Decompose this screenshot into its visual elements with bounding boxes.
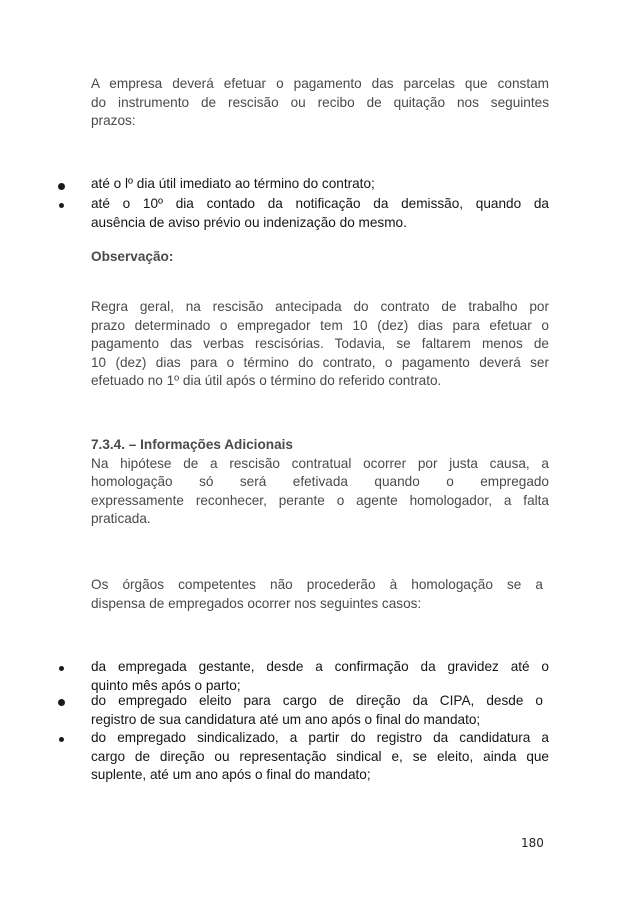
intro-paragraph [91, 75, 549, 131]
case-line: do empregado sindicalizado, a partir do registro da candidatura a [91, 730, 549, 745]
section-heading: 7.3.4. – Informações Adicionais [91, 437, 293, 452]
bullet-icon [59, 666, 64, 671]
section-additional-info [91, 436, 549, 529]
deadline-line: até o 10º dia contado da notificação da demissão, quando da [91, 196, 549, 211]
case-line: registro de sua candidatura até um ano após o final do mandato; [91, 711, 481, 727]
case-line: da empregada gestante, desde a confirmação da gravidez até o [91, 659, 549, 674]
case-line: quinto mês após o parto; [91, 677, 241, 693]
deadline-item [91, 195, 549, 232]
bullet-icon [58, 183, 65, 190]
observation-heading: Observação: [91, 249, 174, 264]
page-number: 180 [521, 836, 544, 850]
case-item [91, 692, 543, 729]
observation-line: Regra geral, na rescisão antecipada do contrato de trabalho por [91, 299, 549, 314]
section-line: expressamente reconhecer, perante o agente homologador, a falta [91, 492, 549, 508]
section-line: homologação só será efetivada quando o empregado [91, 474, 549, 489]
case-line: cargo de direção ou representação sindical e, se eleito, ainda que [91, 748, 549, 764]
deadline-line: até o lº dia útil imediato ao término do contrato; [91, 176, 375, 191]
bullet-icon [59, 203, 64, 208]
observation-line: prazo determinado o empregador tem 10 (dez) dias para efetuar o [91, 317, 549, 333]
deadline-line: ausência de aviso prévio ou indenização do mesmo. [91, 214, 407, 230]
case-line: do empregado eleito para cargo de direção da CIPA, desde o [91, 693, 543, 708]
observation-line: 10 (dez) dias para o término do contrato, o pagamento deverá ser [91, 354, 549, 370]
section-line: Na hipótese de a rescisão contratual ocorrer por justa causa, a [91, 455, 549, 471]
intro-line: prazos: [91, 113, 136, 128]
intro-line: do instrumento de rescisão ou recibo de quitação nos seguintes [91, 94, 549, 110]
intro-line: A empresa deverá efetuar o pagamento das parcelas que constam [91, 76, 549, 91]
deadline-item [91, 175, 549, 194]
bullet-icon [59, 737, 64, 742]
case-line: suplente, até um ano após o final do mandato; [91, 767, 371, 782]
bullet-icon [58, 699, 65, 706]
section-line: praticada. [91, 511, 151, 526]
observation-line: efetuado no 1º dia útil após o término do referido contrato. [91, 373, 442, 388]
case-item [91, 658, 549, 695]
observation-paragraph [91, 298, 549, 391]
case-item [91, 729, 549, 785]
organs-line: dispensa de empregados ocorrer nos seguintes casos: [91, 595, 422, 611]
observation-line: pagamento das verbas rescisórias. Todavia, se faltarem menos de [91, 336, 549, 351]
organs-paragraph [91, 576, 543, 613]
organs-line: Os órgãos competentes não procederão à homologação se a [91, 577, 543, 592]
